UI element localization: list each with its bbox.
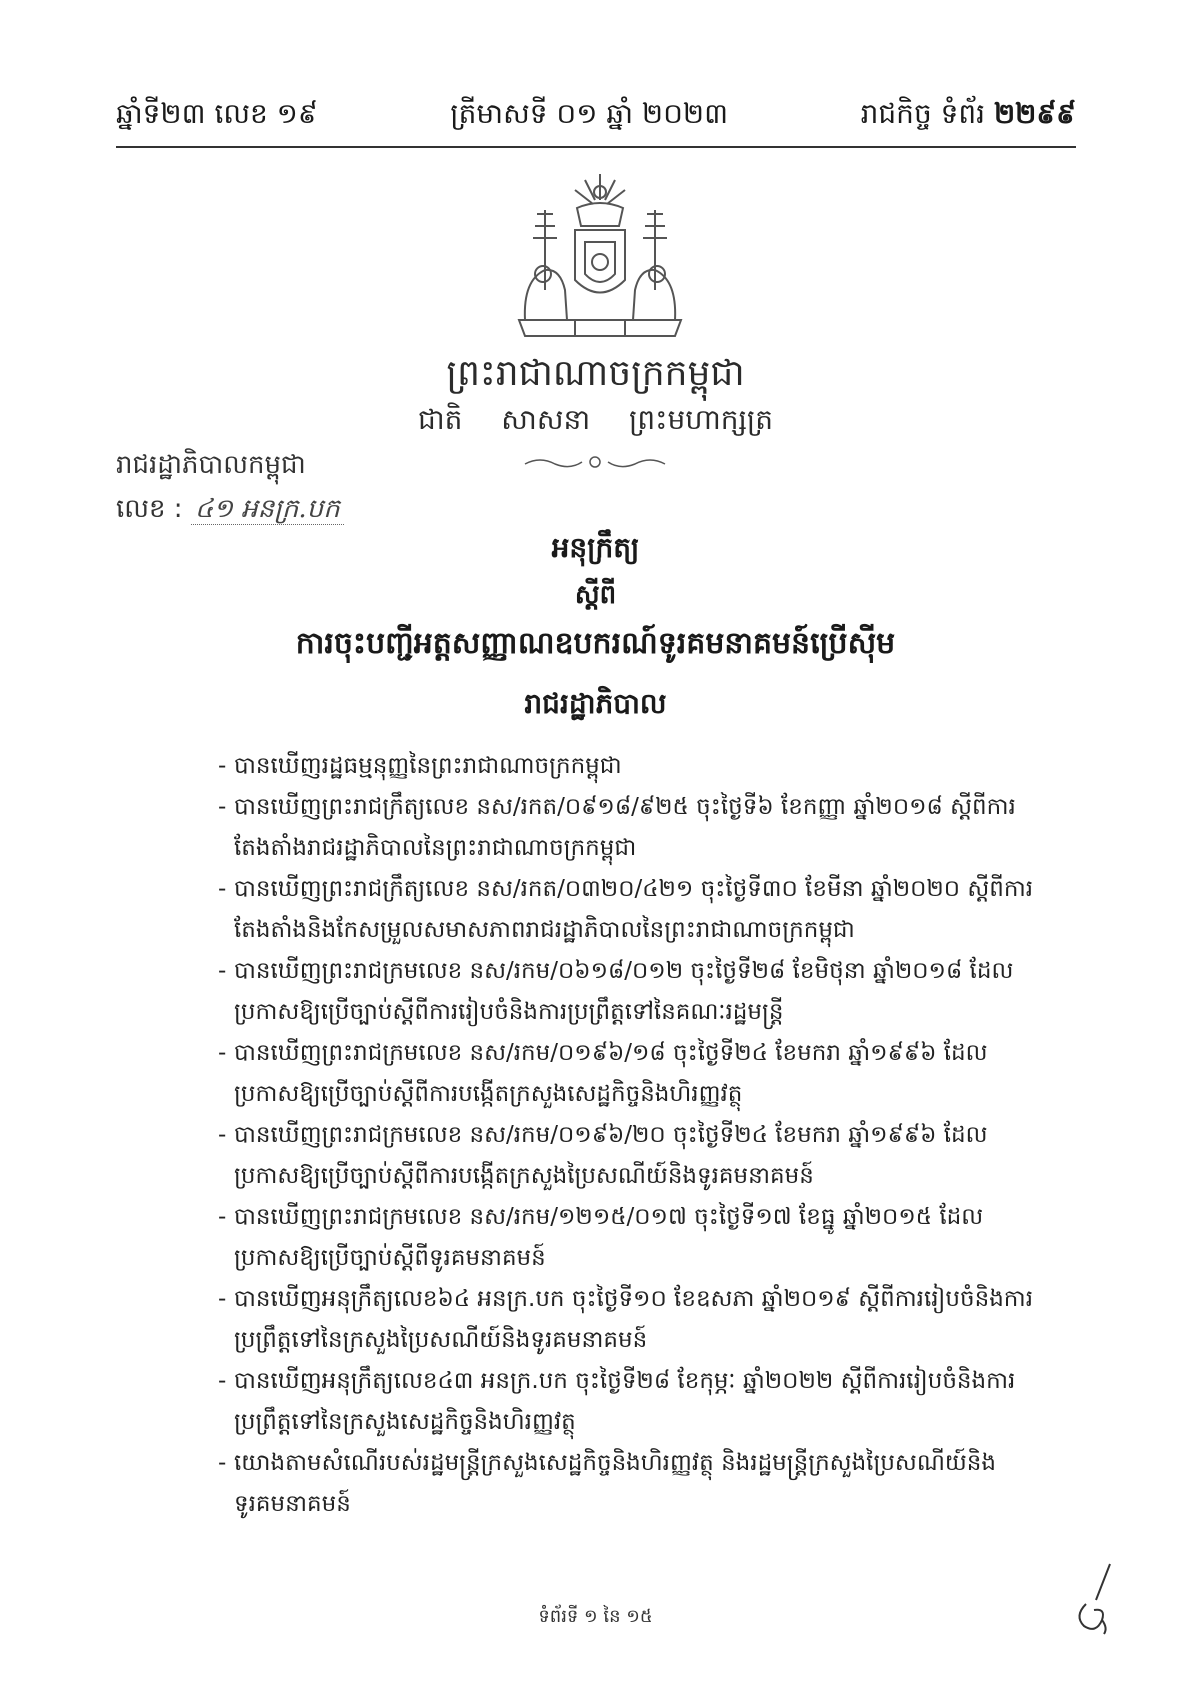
- gazette-page-number: ២២៩៩: [993, 96, 1076, 130]
- handwritten-initial-icon: [1066, 1560, 1126, 1640]
- royal-coat-of-arms-icon: [505, 170, 695, 340]
- list-item: - បានឃើញអនុក្រឹត្យលេខ៤៣ អនក្រ.បក ចុះថ្ងៃទី២៨ ខែកុម្ភៈ ឆ្នាំ២០២២ ស្តីពីការរៀបចំនិងការប្រព្រឹត្តទៅនៃក្រសួងសេដ្ឋកិច្ចនិងហិរញ្ញវត្ថុ: [218, 1361, 1038, 1443]
- list-item: - បានឃើញព្រះរាជក្រឹត្យលេខ នស/រកត/០៣២០/៤២១ ចុះថ្ងៃទី៣០ ខែមីនា ឆ្នាំ២០២០ ស្តីពីការតែងតាំងនិងកែសម្រួលសមាសភាពរាជរដ្ឋាភិបាលនៃព្រះរាជាណាចក្រកម្ពុជា: [218, 869, 1038, 951]
- government-name: រាជរដ្ឋាភិបាលកម្ពុជា: [116, 450, 306, 480]
- gazette-page-label: រាជកិច្ច ទំព័រ: [860, 96, 986, 130]
- legal-basis-list: [218, 746, 1038, 1525]
- list-item: - បានឃើញរដ្ឋធម្មនុញ្ញនៃព្រះរាជាណាចក្រកម្ពុជា: [218, 746, 1038, 787]
- list-item: - បានឃើញព្រះរាជក្រមលេខ នស/រកម/១២១៥/០១៧ ចុះថ្ងៃទី១៧ ខែធ្នូ ឆ្នាំ២០១៥ ដែលប្រកាសឱ្យប្រើច្បាប់ស្តីពីទូរគមនាគមន៍: [218, 1197, 1038, 1279]
- kingdom-title: ព្រះរាជាណាចក្រកម្ពុជា: [446, 353, 745, 394]
- document-issuer: រាជរដ្ឋាភិបាល: [524, 687, 667, 720]
- document-about: ស្តីពី: [574, 580, 617, 610]
- list-item: - បានឃើញព្រះរាជក្រឹត្យលេខ នស/រកត/០៩១៨/៩២៥ ចុះថ្ងៃទី៦ ខែកញ្ញា ឆ្នាំ២០១៨ ស្តីពីការតែងតាំងរាជរដ្ឋាភិបាលនៃព្រះរាជាណាចក្រកម្ពុជា: [218, 787, 1038, 869]
- list-item: - បានឃើញព្រះរាជក្រមលេខ នស/រកម/០១៩៦/១៨ ចុះថ្ងៃទី២៤ ខែមករា ឆ្នាំ១៩៩៦ ដែលប្រកាសឱ្យប្រើច្បាប់ស្តីពីការបង្កើតក្រសួងសេដ្ឋកិច្ចនិងហិរញ្ញវត្ថុ: [218, 1033, 1038, 1115]
- list-item: - បានឃើញអនុក្រឹត្យលេខ៦៤ អនក្រ.បក ចុះថ្ងៃទី១០ ខែឧសភា ឆ្នាំ២០១៩ ស្តីពីការរៀបចំនិងការប្រព្រឹត្តទៅនៃក្រសួងប្រៃសណីយ៍និងទូរគមនាគមន៍: [218, 1279, 1038, 1361]
- list-item: - បានឃើញព្រះរាជក្រមលេខ នស/រកម/០១៩៦/២០ ចុះថ្ងៃទី២៤ ខែមករា ឆ្នាំ១៩៩៦ ដែលប្រកាសឱ្យប្រើច្បាប់ស្តីពីការបង្កើតក្រសួងប្រៃសណីយ៍និងទូរគមនាគមន៍: [218, 1115, 1038, 1197]
- page-footer: ទំព័រទី ១ នៃ ១៥: [538, 1606, 653, 1627]
- list-item: - បានឃើញព្រះរាជក្រមលេខ នស/រកម/០៦១៨/០១២ ចុះថ្ងៃទី២៨ ខែមិថុនា ឆ្នាំ២០១៨ ដែលប្រកាសឱ្យប្រើច្បាប់ស្តីពីការរៀបចំនិងការប្រព្រឹត្តទៅនៃគណៈរដ្ឋមន្ត្រី: [218, 951, 1038, 1033]
- decree-number-label: លេខ :: [116, 494, 183, 524]
- government-decree-number: [116, 492, 344, 530]
- list-item: - យោងតាមសំណើរបស់រដ្ឋមន្ត្រីក្រសួងសេដ្ឋកិច្ចនិងហិរញ្ញវត្ថុ និងរដ្ឋមន្ត្រីក្រសួងប្រៃសណីយ៍និងទូរគមនាគមន៍: [218, 1443, 1038, 1525]
- gazette-issue: ឆ្នាំទី២៣ លេខ ១៩: [116, 96, 318, 130]
- kingdom-motto: ជាតិ សាសនា ព្រះមហាក្សត្រ: [417, 403, 774, 436]
- gazette-header: [116, 86, 1076, 148]
- gazette-page: [861, 96, 1076, 137]
- ornament-divider-icon: [520, 452, 670, 472]
- document-subject: ការចុះបញ្ជីអត្តសញ្ញាណឧបករណ៍ទូរគមនាគមន៍ប្រើស៊ីម: [295, 626, 896, 661]
- document-type: អនុក្រឹត្យ: [551, 531, 640, 564]
- gazette-date: ត្រីមាសទី ០១ ឆ្នាំ ២០២៣: [450, 96, 729, 130]
- decree-number-value: ៤១ អនក្រ.បក: [191, 494, 344, 525]
